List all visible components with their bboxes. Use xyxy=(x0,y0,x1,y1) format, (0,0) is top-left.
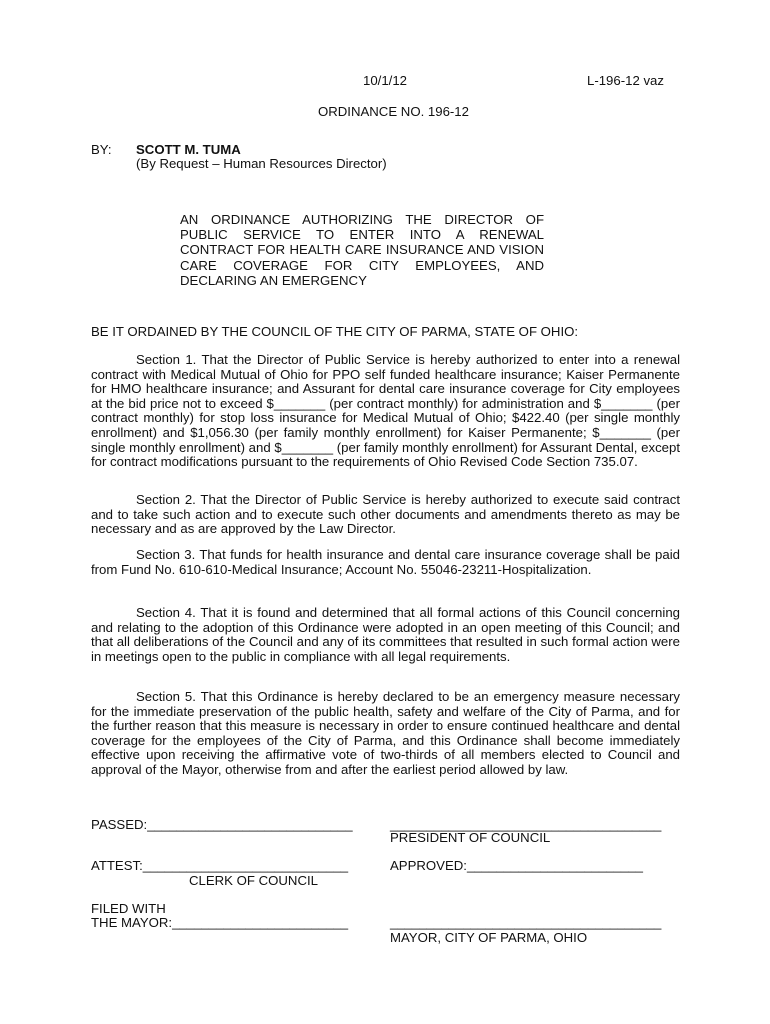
section-2 xyxy=(91,493,680,537)
president-label: PRESIDENT OF COUNCIL xyxy=(390,830,551,845)
mayor-signature-line: _____________________________________ xyxy=(390,915,662,930)
passed-line: PASSED:____________________________ xyxy=(91,817,353,832)
attest-line: ATTEST:____________________________ xyxy=(91,858,349,873)
section-3-text: Section 3. That funds for health insurance and dental care insurance coverage shall be paid from Fund No. 610-610-Medical Insurance; Account No. 55046-23211-Hospitalization. xyxy=(91,547,680,577)
section-5 xyxy=(91,690,680,778)
section-2-text: Section 2. That the Director of Public Service is hereby authorized to execute said contract and to take such action and to execute such other documents and amendments thereto as may be necessary and as are approved by the Law Director. xyxy=(91,492,680,537)
enacting-clause: BE IT ORDAINED BY THE COUNCIL OF THE CITY OF PARMA, STATE OF OHIO: xyxy=(91,324,579,339)
section-4-text: Section 4. That it is found and determined that all formal actions of this Council concerning and relating to the adoption of this Ordinance were adopted in an open meeting of this Council; and that all deliberations of the Council and any of its committees that resulted in such formal action were in meetings open to the public in compliance with all legal requirements. xyxy=(91,605,680,664)
by-label: BY: xyxy=(91,142,112,157)
section-1-text: Section 1. That the Director of Public Service is hereby authorized to enter into a renewal contract with Medical Mutual of Ohio for PPO self funded healthcare insurance; Kaiser Permanente for HMO healthcare insurance; and Assurant for dental care insurance coverage for City employees at the bid price not to exceed $_______ (per contract monthly) for administration and $_______ (per contract monthly) for stop loss insurance for Medical Mutual of Ohio; $422.40 (per single monthly enrollment) and $1,056.30 (per family monthly enrollment) for Kaiser Permanente; $_______ (per single monthly enrollment) and $_______ (per family monthly enrollment) for Assurant Dental, except for contract modifications pursuant to the requirements of Ohio Revised Code Section 735.07. xyxy=(91,352,680,470)
approved-line: APPROVED:________________________ xyxy=(390,858,643,873)
document-date: 10/1/12 xyxy=(363,73,407,88)
filed-with-label: FILED WITH xyxy=(91,901,166,916)
mayor-filed-line: THE MAYOR:________________________ xyxy=(91,915,349,930)
sponsor-request: (By Request – Human Resources Director) xyxy=(136,156,387,171)
president-signature-line: _____________________________________ xyxy=(390,817,662,832)
ordinance-title: AN ORDINANCE AUTHORIZING THE DIRECTOR OF PUBLIC SERVICE TO ENTER INTO A RENEWAL CONTRACT FOR HEALTH CARE INSURANCE AND VISION CARE COVERAGE FOR CITY EMPLOYEES, AND DECLARING AN EMERGENCY xyxy=(180,212,544,288)
sponsor-name: SCOTT M. TUMA xyxy=(136,142,241,157)
document-reference: L-196-12 vaz xyxy=(587,73,664,88)
section-5-text: Section 5. That this Ordinance is hereby declared to be an emergency measure necessary for the immediate preservation of the public health, safety and welfare of the City of Parma, and for the further reason that this measure is necessary in order to ensure continued healthcare and dental coverage for the employees of the City of Parma, and this Ordinance shall become immediately effective upon receiving the affirmative vote of two-thirds of all members elected to Council and approval of the Mayor, otherwise from and after the earliest period allowed by law. xyxy=(91,689,680,777)
section-3 xyxy=(91,548,680,577)
ordinance-number: ORDINANCE NO. 196-12 xyxy=(318,104,469,119)
clerk-label: CLERK OF COUNCIL xyxy=(189,873,318,888)
section-1 xyxy=(91,353,680,470)
mayor-label: MAYOR, CITY OF PARMA, OHIO xyxy=(390,930,588,945)
section-4 xyxy=(91,606,680,664)
